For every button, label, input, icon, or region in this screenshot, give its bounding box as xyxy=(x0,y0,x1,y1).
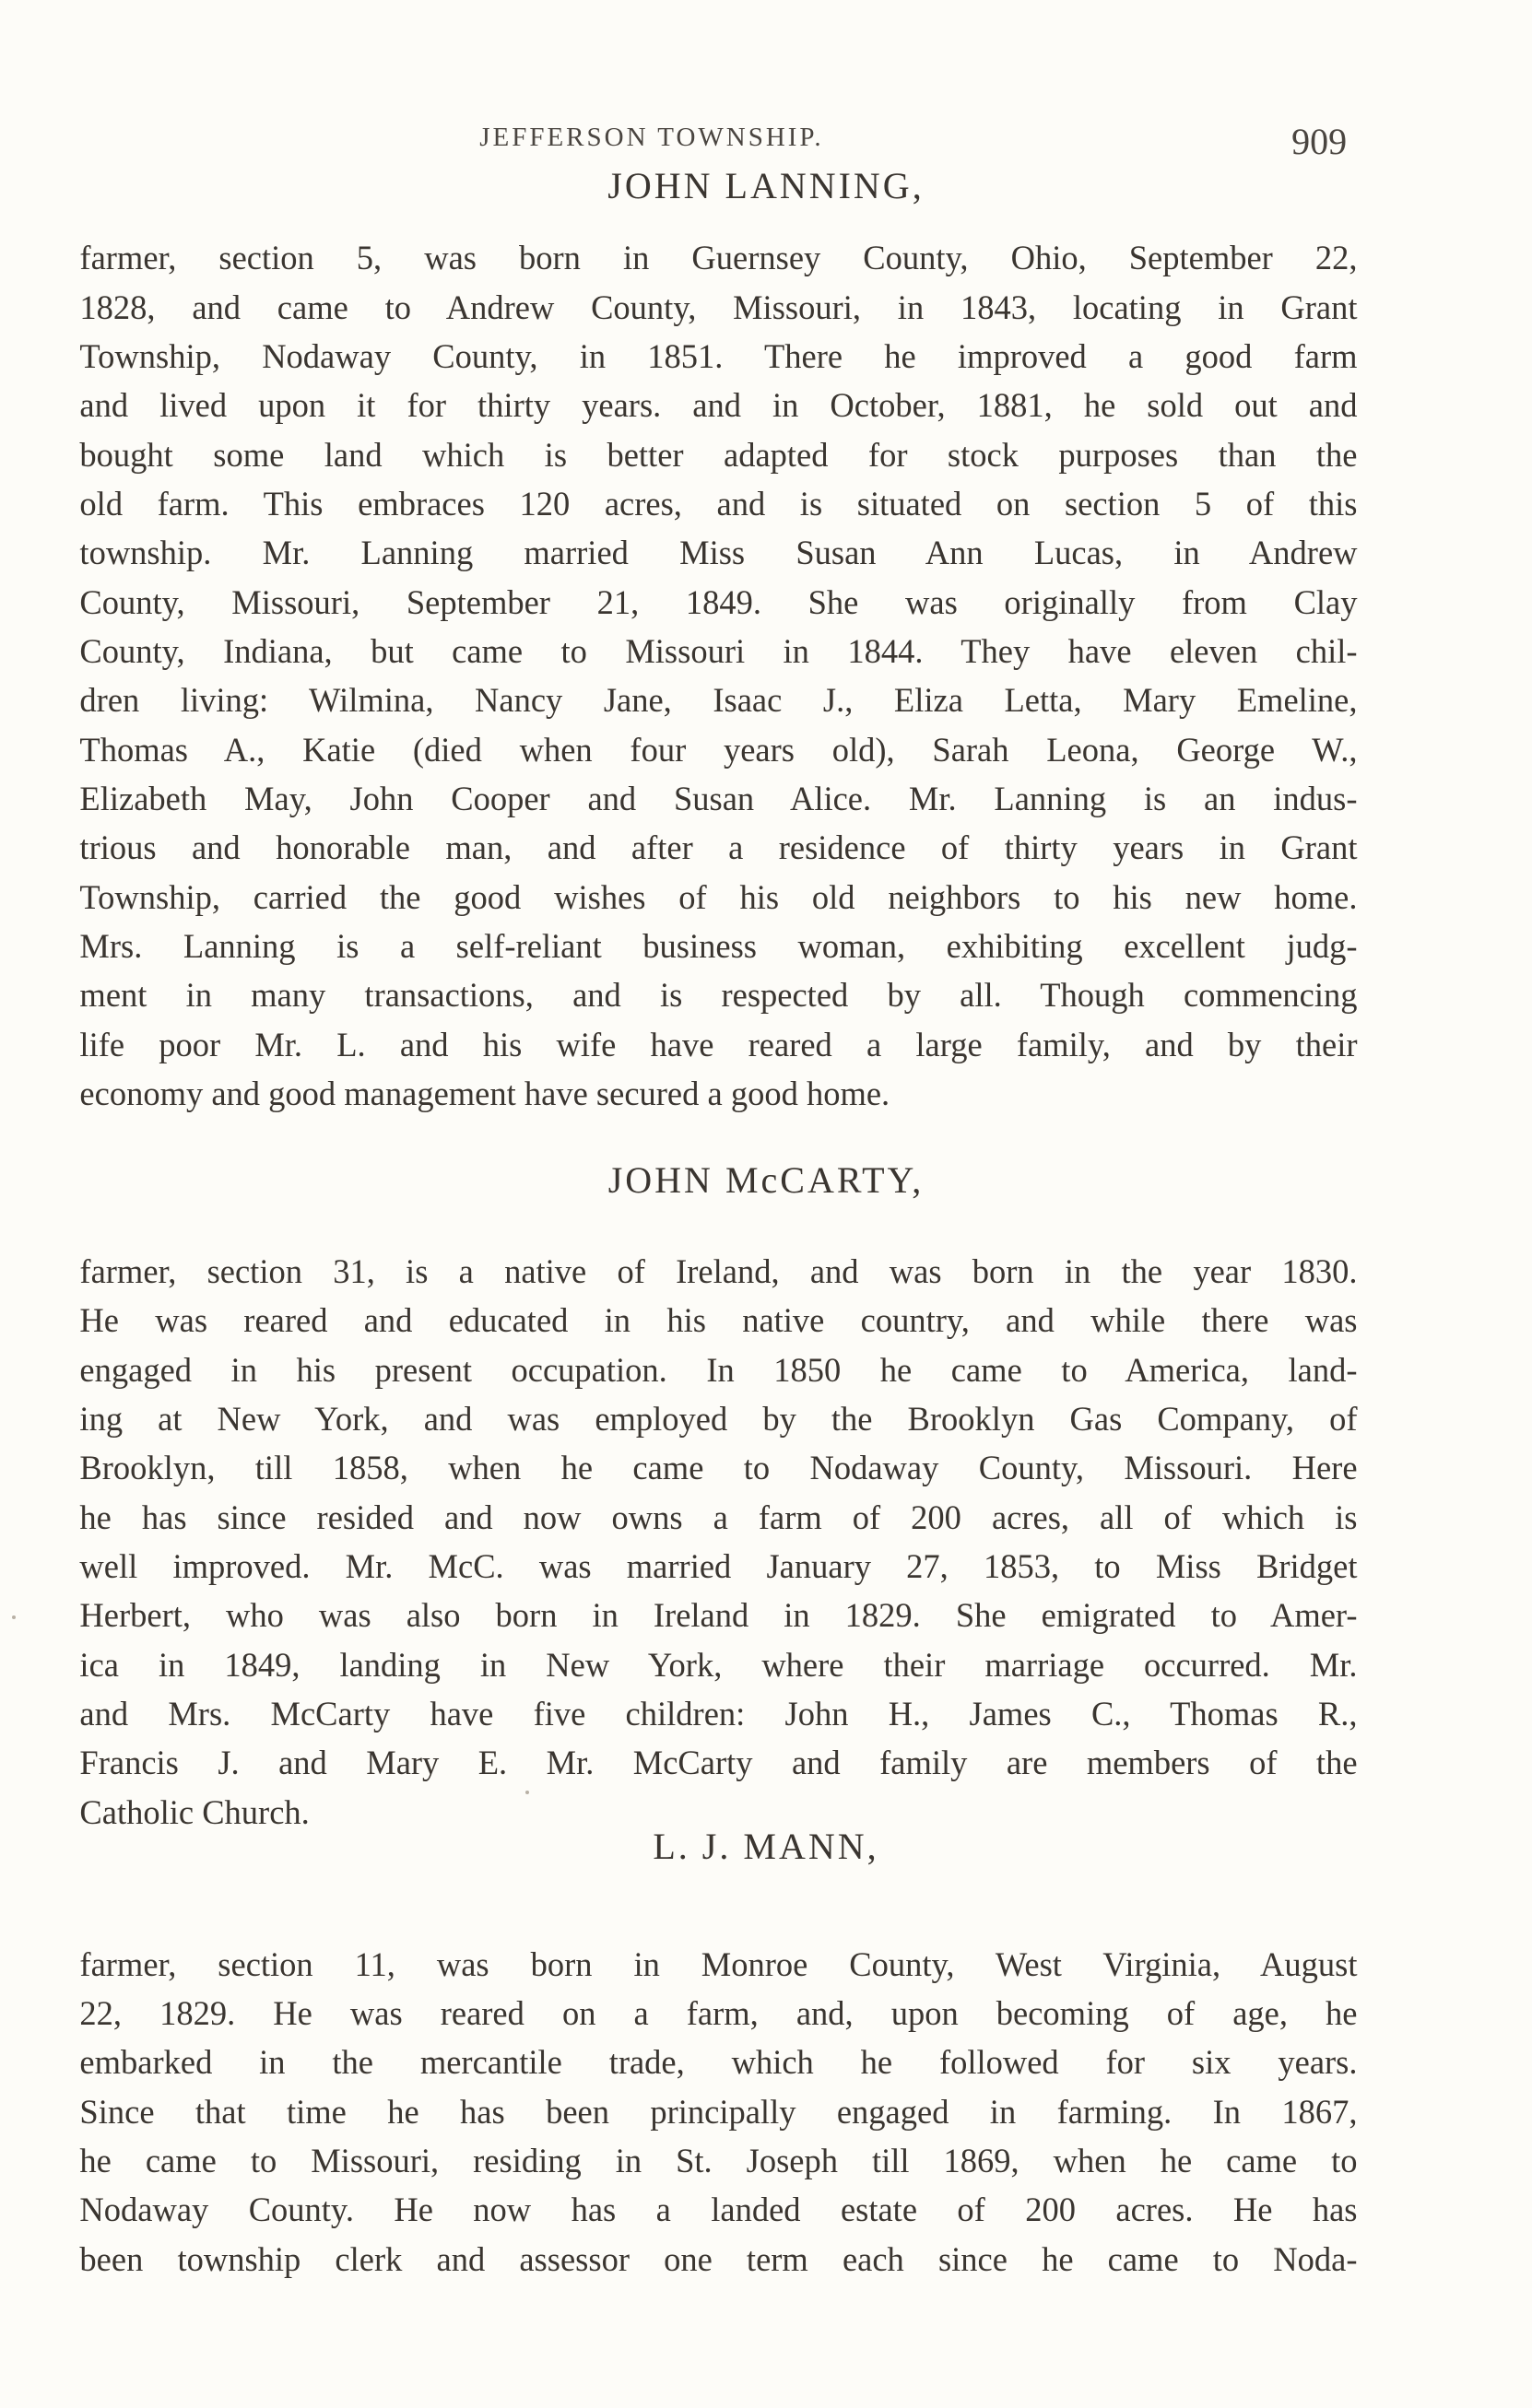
text-line: old farm. This embraces 120 acres, and is situated on section 5 of this xyxy=(79,484,1358,523)
text-line: 1828, and came to Andrew County, Missouri, in 1843, locating in Grant xyxy=(79,288,1358,326)
text-line: Francis J. and Mary E. Mr. McCarty and family are members of the xyxy=(79,1744,1358,1782)
section-heading-lanning: JOHN LANNING, xyxy=(607,165,925,207)
section-heading-mann: L. J. MANN, xyxy=(653,1825,879,1867)
text-line: ment in many transactions, and is respected by all. Though commencing xyxy=(79,976,1358,1015)
running-head: JEFFERSON TOWNSHIP. xyxy=(479,123,824,153)
text-line: township. Mr. Lanning married Miss Susan Ann Lucas, in Andrew xyxy=(79,534,1358,572)
text-line: embarked in the mercantile trade, which he followed for six years. xyxy=(79,2043,1358,2082)
text-line: County, Indiana, but came to Missouri in 1844. They have eleven chil- xyxy=(79,631,1358,670)
text-line: trious and honorable man, and after a residence of thirty years in Grant xyxy=(79,828,1358,867)
text-line: ing at New York, and was employed by the Brooklyn Gas Company, of xyxy=(79,1400,1358,1439)
text-line: Herbert, who was also born in Ireland in 1829. She emigrated to Amer- xyxy=(79,1596,1358,1635)
text-line: and Mrs. McCarty have five children: John H., James C., Thomas R., xyxy=(79,1695,1358,1733)
text-line: been township clerk and assessor one term each since he came to Noda- xyxy=(79,2239,1358,2278)
text-line: life poor Mr. L. and his wife have reared a large family, and by their xyxy=(79,1025,1358,1063)
text-line: farmer, section 11, was born in Monroe County, West Virginia, August xyxy=(79,1944,1358,1983)
text-line: well improved. Mr. McC. was married January 27, 1853, to Miss Bridget xyxy=(79,1547,1358,1586)
text-line: bought some land which is better adapted for stock purposes than the xyxy=(79,435,1358,474)
section-heading-mccarty: JOHN McCARTY, xyxy=(607,1158,925,1201)
text-line: farmer, section 31, is a native of Ireland, and was born in the year 1830. xyxy=(79,1252,1358,1291)
print-speck xyxy=(12,1615,16,1619)
text-line: dren living: Wilmina, Nancy Jane, Isaac J., Eliza Letta, Mary Emeline, xyxy=(79,681,1358,720)
page-number: 909 xyxy=(1291,120,1348,162)
text-line: Catholic Church. xyxy=(79,1792,310,1831)
text-line: Township, carried the good wishes of his old neighbors to his new home. xyxy=(79,877,1358,916)
text-line: Since that time he has been principally engaged in farming. In 1867, xyxy=(79,2092,1358,2131)
text-line: and lived upon it for thirty years. and in October, 1881, he sold out and xyxy=(79,386,1358,425)
text-line: Mrs. Lanning is a self-reliant business woman, exhibiting excellent judg- xyxy=(79,926,1358,965)
text-line: 22, 1829. He was reared on a farm, and, upon becoming of age, he xyxy=(79,1994,1358,2033)
text-line: Township, Nodaway County, in 1851. There he improved a good farm xyxy=(79,336,1358,375)
text-line: ica in 1849, landing in New York, where their marriage occurred. Mr. xyxy=(79,1645,1358,1684)
text-line: Brooklyn, till 1858, when he came to Nodaway County, Missouri. Here xyxy=(79,1449,1358,1487)
text-line: farmer, section 5, was born in Guernsey County, Ohio, September 22, xyxy=(79,239,1358,277)
text-line: Thomas A., Katie (died when four years old), Sarah Leona, George W., xyxy=(79,730,1358,769)
text-line: He was reared and educated in his native country, and while there was xyxy=(79,1301,1358,1340)
text-line: County, Missouri, September 21, 1849. She was originally from Clay xyxy=(79,582,1358,621)
text-line: engaged in his present occupation. In 1850 he came to America, land- xyxy=(79,1350,1358,1389)
text-line: Nodaway County. He now has a landed estate of 200 acres. He has xyxy=(79,2191,1358,2229)
text-line: he came to Missouri, residing in St. Joseph till 1869, when he came to xyxy=(79,2142,1358,2180)
text-line: he has since resided and now owns a farm of 200 acres, all of which is xyxy=(79,1498,1358,1536)
text-line: Elizabeth May, John Cooper and Susan Alice. Mr. Lanning is an indus- xyxy=(79,779,1358,817)
text-line: economy and good management have secured a good home. xyxy=(79,1074,890,1112)
